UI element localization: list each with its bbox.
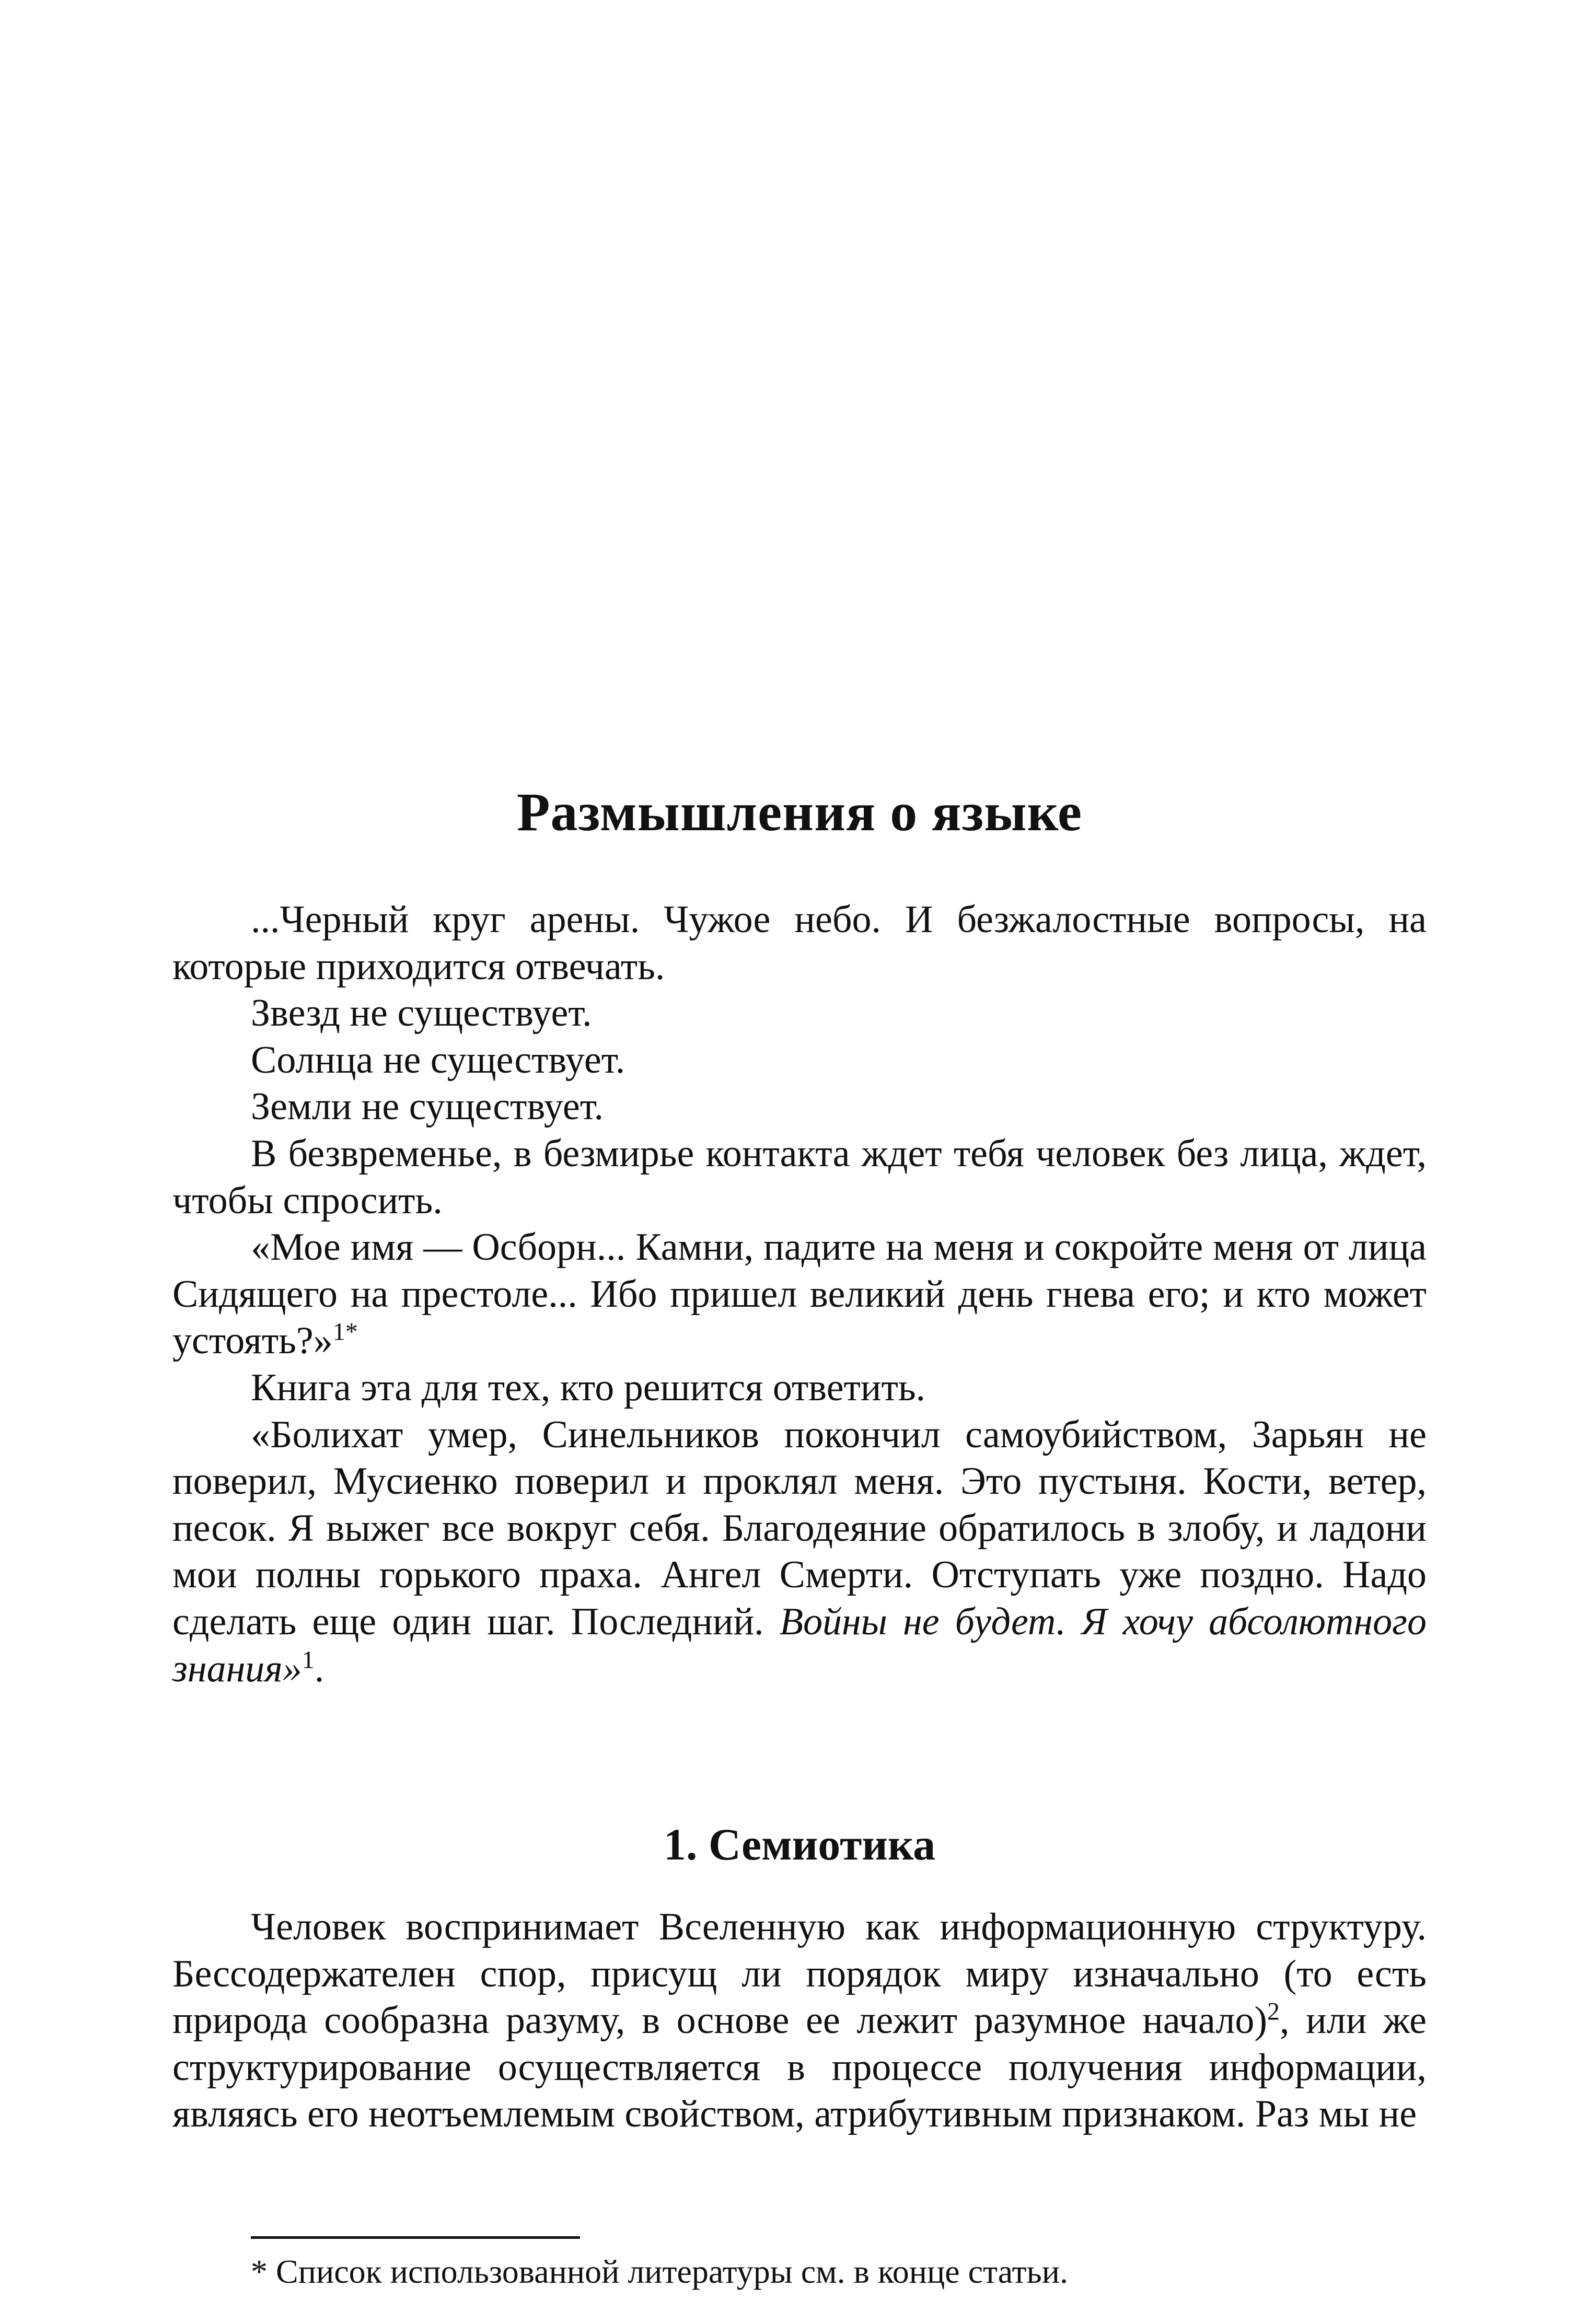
intro-paragraph-2: Звезд не существует.	[251, 992, 592, 1035]
intro-paragraph-8	[172, 1412, 1427, 1693]
closing-quote: »	[282, 1647, 302, 1690]
quote-osborn: «Мое имя — Осборн... Камни, падите на меня и сокройте меня от лица Сидящего на престоле... Ибо пришел великий день гнева его; и кто может устоять?»	[172, 1226, 1427, 1363]
footnote-reference: 1*	[332, 1318, 358, 1346]
page-title: Размышления о языке	[516, 782, 1083, 842]
section-paragraph-start: Человек воспринимает Вселенную как информационную структуру. Бессодержателен спор, присущ ли порядок миру изначально (то есть природа сообразна разуму, в основе ее лежит разумное начало)	[172, 1905, 1427, 2042]
closing-period: .	[314, 1647, 325, 1690]
footnote-divider	[251, 2236, 580, 2239]
section-paragraph-end: , или же структурирование осуществляется в процессе получения информации, являясь его неотъемлемым свойством, атрибутивным признаком. Раз мы не	[172, 1999, 1427, 2136]
section-heading: 1. Семиотика	[663, 1819, 936, 1869]
intro-paragraph-7: Книга эта для тех, кто решится ответить.	[251, 1366, 926, 1409]
intro-paragraph-4: Земли не существует.	[251, 1085, 604, 1129]
quote-text: «Болихат умер, Синельников покончил самоубийством, Зарьян не поверил, Мусиенко поверил и проклял меня. Это пустыня. Кости, ветер, песок. Я выжег все вокруг себя. Благодеяние обратилось в злобу, и ладони мои полны горького праха. Ангел Смерти. Отступать уже поздно. Надо сделать еще один шаг. Последний.	[172, 1413, 1427, 1643]
intro-paragraph-5: В безвременье, в безмирье контакта ждет тебя человек без лица, ждет, чтобы спросить.	[172, 1132, 1427, 1222]
intro-paragraph-1: ...Черный круг арены. Чужое небо. И безжалостные вопросы, на которые приходится отвечать.	[172, 898, 1427, 988]
section-paragraph	[172, 1904, 1427, 2138]
footnote-reference: 2	[1267, 1997, 1280, 2026]
intro-paragraph-6	[172, 1224, 1427, 1365]
footnote: * Список использованной литературы см. в конце статьи.	[251, 2253, 1068, 2290]
intro-text	[172, 897, 1427, 1692]
italic-phrase: Войны не будет. Я хочу абсолютного знания	[172, 1600, 1427, 1690]
book-page	[172, 0, 1427, 2324]
section-text	[172, 1904, 1427, 2138]
footnote-reference: 1	[302, 1645, 315, 1674]
intro-paragraph-3: Солнца не существует.	[251, 1038, 625, 1082]
